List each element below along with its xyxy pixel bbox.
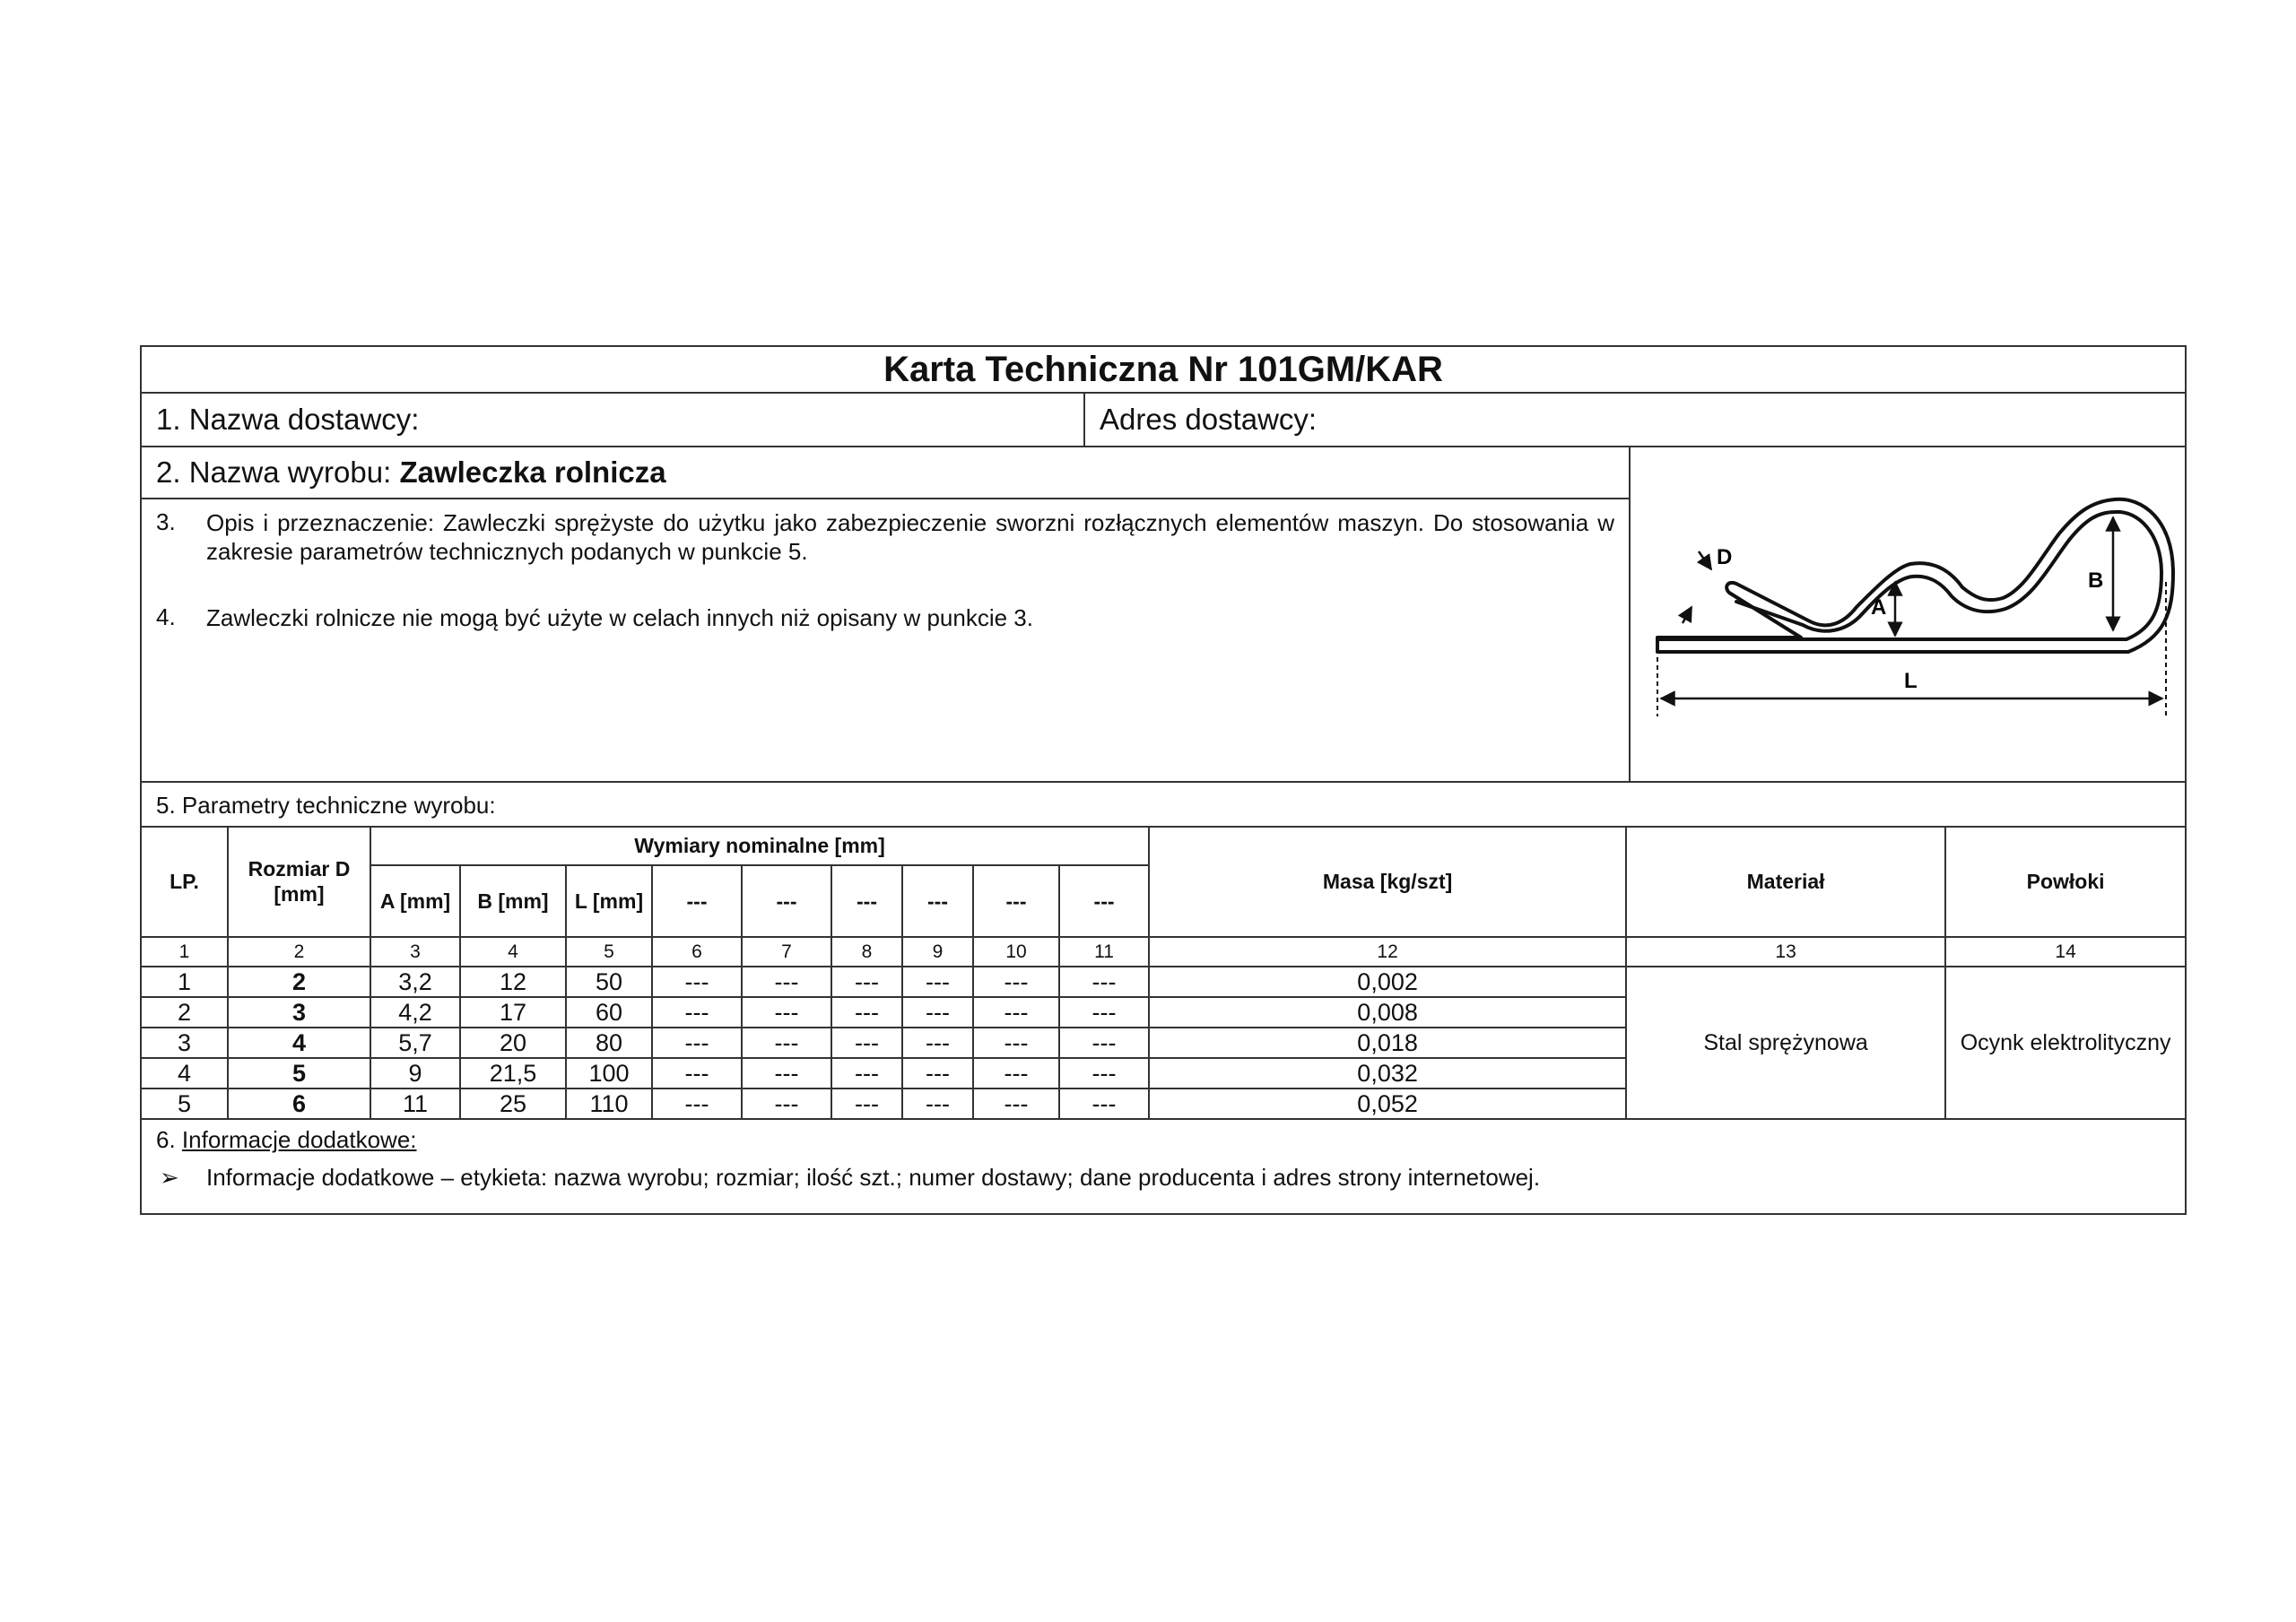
r-clip-drawing xyxy=(1631,447,2187,779)
header-blank: --- xyxy=(902,865,973,937)
cell-blank: --- xyxy=(742,997,831,1028)
cell-a: 5,7 xyxy=(370,1028,460,1058)
cell-mass: 0,002 xyxy=(1149,967,1626,997)
description-section xyxy=(142,499,1631,781)
cell-blank: --- xyxy=(652,997,742,1028)
header-lp: LP. xyxy=(142,826,228,937)
cell-l: 100 xyxy=(566,1058,652,1089)
header-nominal-dimensions: Wymiary nominalne [mm] xyxy=(370,826,1149,865)
cell-a: 4,2 xyxy=(370,997,460,1028)
header-blank: --- xyxy=(1059,865,1149,937)
dimension-d-label: D xyxy=(1717,545,1733,569)
cell-blank: --- xyxy=(831,967,902,997)
column-number: 6 xyxy=(652,937,742,967)
cell-blank: --- xyxy=(1059,997,1149,1028)
item-text: Zawleczki rolnicze nie mogą być użyte w celach innych niż opisany w punkcie 3. xyxy=(206,604,1033,631)
cell-l: 50 xyxy=(566,967,652,997)
cell-blank: --- xyxy=(973,1028,1059,1058)
header-blank: --- xyxy=(742,865,831,937)
description-item-3 xyxy=(156,508,1614,566)
cell-a: 9 xyxy=(370,1058,460,1089)
column-number: 4 xyxy=(460,937,566,967)
cell-blank: --- xyxy=(1059,967,1149,997)
cell-blank: --- xyxy=(973,967,1059,997)
dimension-l-label: L xyxy=(1904,669,1918,693)
cell-blank: --- xyxy=(902,1089,973,1119)
column-number: 1 xyxy=(142,937,228,967)
header-l: L [mm] xyxy=(566,865,652,937)
item-number: 3. xyxy=(156,508,176,535)
header-b: B [mm] xyxy=(460,865,566,937)
cell-lp: 4 xyxy=(142,1058,228,1089)
cell-blank: --- xyxy=(1059,1058,1149,1089)
cell-coating: Ocynk elektrolityczny xyxy=(1945,967,2185,1119)
cell-lp: 2 xyxy=(142,997,228,1028)
header-blank: --- xyxy=(831,865,902,937)
cell-mass: 0,032 xyxy=(1149,1058,1626,1089)
cell-blank: --- xyxy=(1059,1028,1149,1058)
cell-b: 17 xyxy=(460,997,566,1028)
cell-blank: --- xyxy=(652,967,742,997)
dimension-b-label: B xyxy=(2088,568,2104,593)
cell-b: 12 xyxy=(460,967,566,997)
column-number: 12 xyxy=(1149,937,1626,967)
cell-blank: --- xyxy=(902,967,973,997)
column-number: 5 xyxy=(566,937,652,967)
additional-info-number: 6. xyxy=(156,1126,182,1153)
column-number: 9 xyxy=(902,937,973,967)
column-number: 3 xyxy=(370,937,460,967)
cell-blank: --- xyxy=(652,1058,742,1089)
dimension-d-arrow-top xyxy=(1699,551,1711,569)
table-row xyxy=(142,967,2185,997)
cell-l: 60 xyxy=(566,997,652,1028)
additional-info-text: Informacje dodatkowe – etykieta: nazwa wyrobu; rozmiar; ilość szt.; numer dostawy; dane producenta i adres strony internetowej. xyxy=(206,1164,1541,1191)
cell-size: 4 xyxy=(228,1028,370,1058)
header-mass: Masa [kg/szt] xyxy=(1149,826,1626,937)
dimension-a-label: A xyxy=(1871,595,1887,620)
additional-info-heading xyxy=(156,1122,2170,1158)
cell-size: 6 xyxy=(228,1089,370,1119)
supplier-address-label: Adres dostawcy: xyxy=(1100,403,1318,436)
header-coating: Powłoki xyxy=(1945,826,2185,937)
product-name-label: 2. Nazwa wyrobu: xyxy=(156,455,400,489)
cell-mass: 0,008 xyxy=(1149,997,1626,1028)
cell-blank: --- xyxy=(973,1089,1059,1119)
column-number: 10 xyxy=(973,937,1059,967)
cell-material: Stal sprężynowa xyxy=(1626,967,1945,1119)
column-number: 13 xyxy=(1626,937,1945,967)
cell-blank: --- xyxy=(1059,1089,1149,1119)
header-size: Rozmiar D [mm] xyxy=(228,826,370,937)
header-a: A [mm] xyxy=(370,865,460,937)
parameters-table xyxy=(142,826,2185,1120)
header-material: Materiał xyxy=(1626,826,1945,937)
header-blank: --- xyxy=(652,865,742,937)
item-text: Opis i przeznaczenie: Zawleczki sprężyste do użytku jako zabezpieczenie sworzni rozłącznych elementów maszyn. Do stosowania w zakresie parametrów technicznych podanych w punkcie 5. xyxy=(206,509,1614,565)
cell-blank: --- xyxy=(742,967,831,997)
cell-blank: --- xyxy=(652,1089,742,1119)
cell-blank: --- xyxy=(973,997,1059,1028)
list-item xyxy=(156,1163,2170,1192)
additional-info-section xyxy=(156,1122,2170,1192)
product-drawing xyxy=(1631,447,2185,781)
supplier-row xyxy=(142,394,2185,447)
sheet-title: Karta Techniczna Nr 101GM/KAR xyxy=(142,347,2185,394)
additional-info-title: Informacje dodatkowe: xyxy=(181,1126,417,1153)
cell-blank: --- xyxy=(902,1028,973,1058)
column-number: 7 xyxy=(742,937,831,967)
column-number-row xyxy=(142,937,2185,967)
dimension-d-arrow-bottom xyxy=(1683,607,1692,623)
cell-size: 5 xyxy=(228,1058,370,1089)
cell-a: 3,2 xyxy=(370,967,460,997)
cell-blank: --- xyxy=(973,1058,1059,1089)
cell-blank: --- xyxy=(831,1028,902,1058)
technical-sheet xyxy=(140,345,2187,1215)
column-number: 11 xyxy=(1059,937,1149,967)
cell-mass: 0,018 xyxy=(1149,1028,1626,1058)
cell-mass: 0,052 xyxy=(1149,1089,1626,1119)
header-blank: --- xyxy=(973,865,1059,937)
cell-lp: 5 xyxy=(142,1089,228,1119)
column-number: 8 xyxy=(831,937,902,967)
cell-size: 3 xyxy=(228,997,370,1028)
cell-blank: --- xyxy=(652,1028,742,1058)
cell-blank: --- xyxy=(831,1089,902,1119)
column-number: 2 xyxy=(228,937,370,967)
cell-a: 11 xyxy=(370,1089,460,1119)
cell-blank: --- xyxy=(902,997,973,1028)
cell-blank: --- xyxy=(742,1089,831,1119)
parameters-section-title: 5. Parametry techniczne wyrobu: xyxy=(142,781,2185,828)
product-name-row xyxy=(142,447,1631,499)
cell-blank: --- xyxy=(902,1058,973,1089)
cell-blank: --- xyxy=(742,1028,831,1058)
cell-lp: 3 xyxy=(142,1028,228,1058)
column-number: 14 xyxy=(1945,937,2185,967)
cell-b: 21,5 xyxy=(460,1058,566,1089)
cell-l: 80 xyxy=(566,1028,652,1058)
cell-size: 2 xyxy=(228,967,370,997)
cell-b: 20 xyxy=(460,1028,566,1058)
description-item-4 xyxy=(156,603,1614,632)
product-name-value: Zawleczka rolnicza xyxy=(399,455,666,489)
item-number: 4. xyxy=(156,603,176,630)
cell-l: 110 xyxy=(566,1089,652,1119)
cell-lp: 1 xyxy=(142,967,228,997)
cell-b: 25 xyxy=(460,1089,566,1119)
cell-blank: --- xyxy=(742,1058,831,1089)
cell-blank: --- xyxy=(831,1058,902,1089)
arrow-bullet-icon: ➢ xyxy=(160,1164,179,1191)
cell-blank: --- xyxy=(831,997,902,1028)
supplier-name-label: 1. Nazwa dostawcy: xyxy=(142,394,1085,446)
